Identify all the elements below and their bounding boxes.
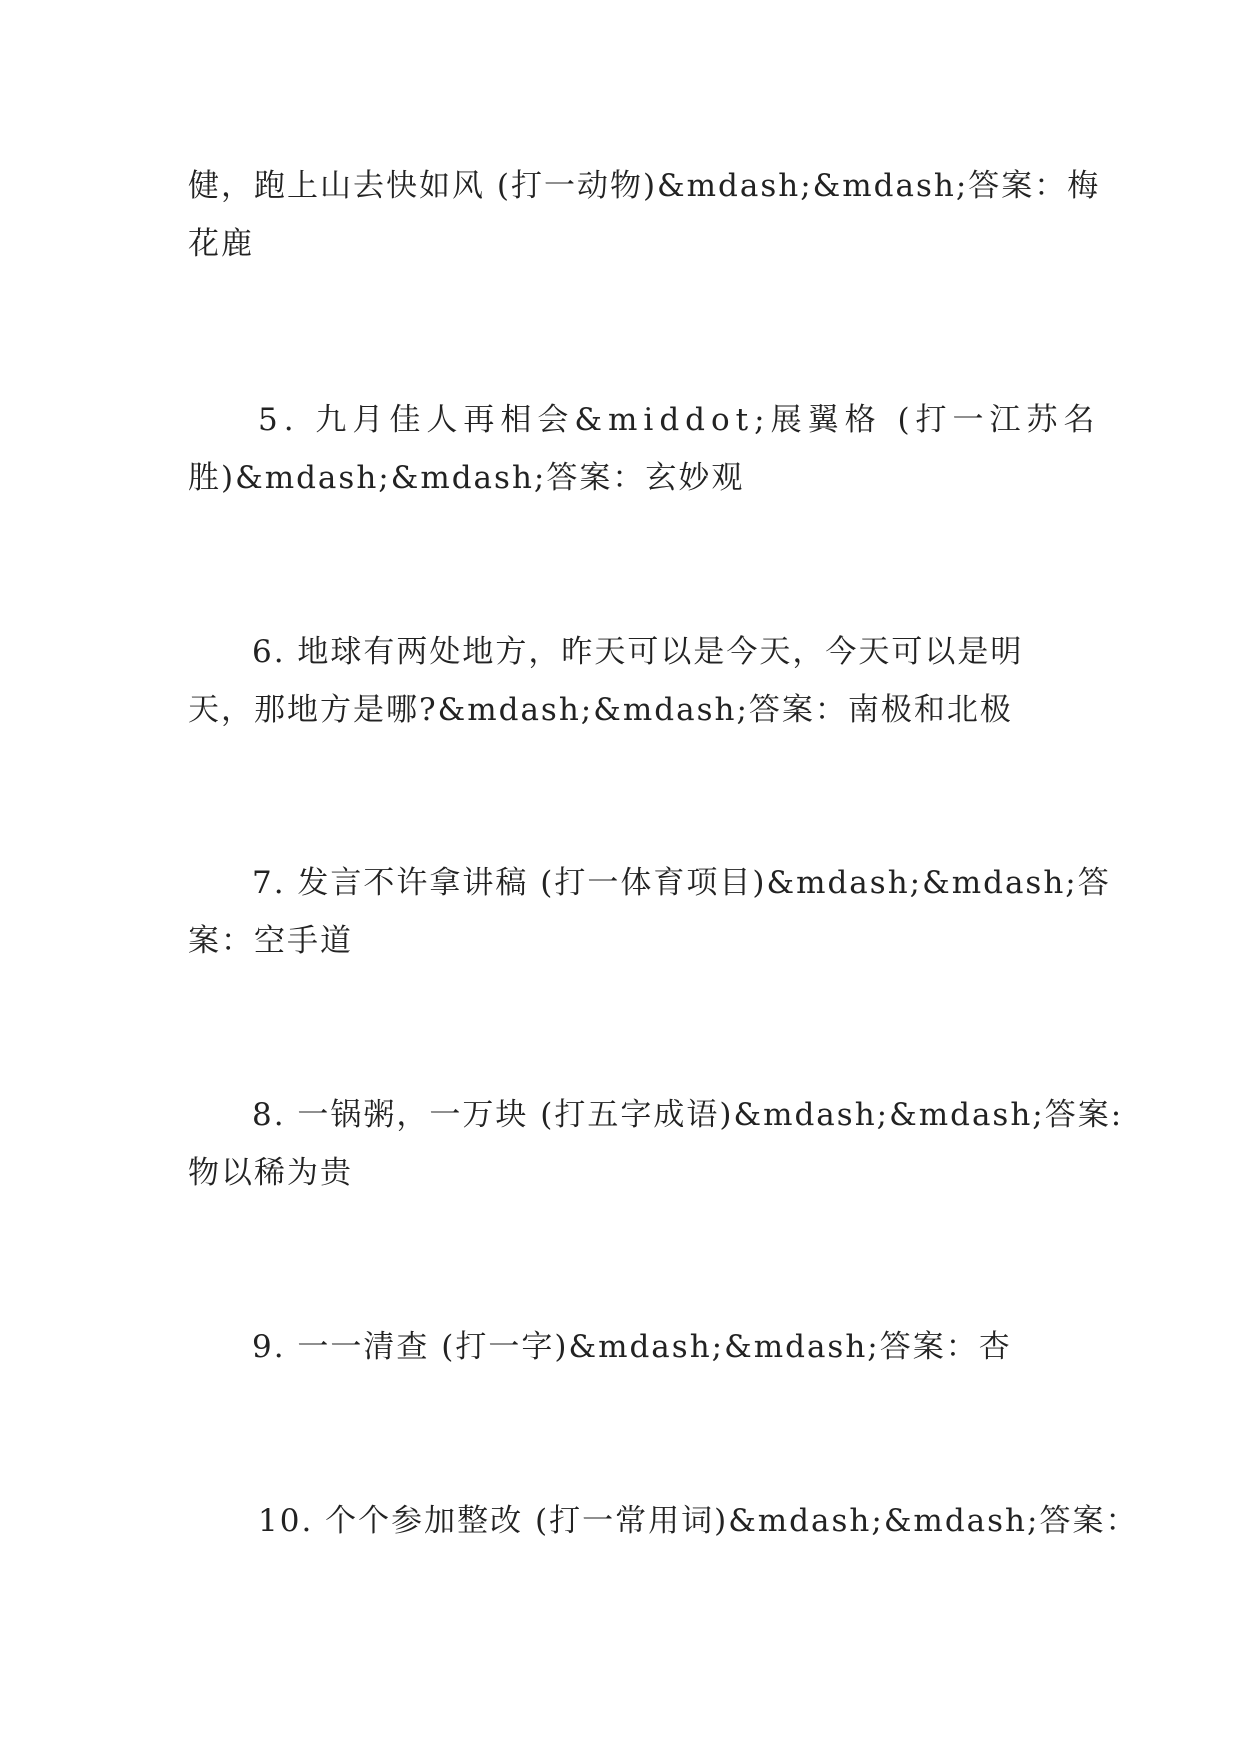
text-line: 健，跑上山去快如风 (打一动物)&mdash;&mdash;答案：梅 <box>188 168 1101 204</box>
text-line: 胜)&mdash;&mdash;答案：玄妙观 <box>188 460 745 496</box>
text-line: 7. 发言不许拿讲稿 (打一体育项目)&mdash;&mdash;答 <box>252 865 1111 901</box>
text-line: 9. 一一清查 (打一字)&mdash;&mdash;答案：杏 <box>252 1329 1012 1365</box>
text-line: 10. 个个参加整改 (打一常用词)&mdash;&mdash;答案： <box>258 1503 1139 1539</box>
text-line: 天，那地方是哪?&mdash;&mdash;答案：南极和北极 <box>188 692 1013 728</box>
text-line: 花鹿 <box>188 226 254 262</box>
text-line: 6. 地球有两处地方，昨天可以是今天，今天可以是明 <box>252 634 1024 670</box>
text-line: 5. 九月佳人再相会&middot;展翼格 (打一江苏名 <box>258 402 1101 438</box>
text-line: 物以稀为贵 <box>188 1155 353 1191</box>
text-line: 8. 一锅粥，一万块 (打五字成语)&mdash;&mdash;答案: <box>252 1097 1124 1133</box>
text-line: 案：空手道 <box>188 923 353 959</box>
